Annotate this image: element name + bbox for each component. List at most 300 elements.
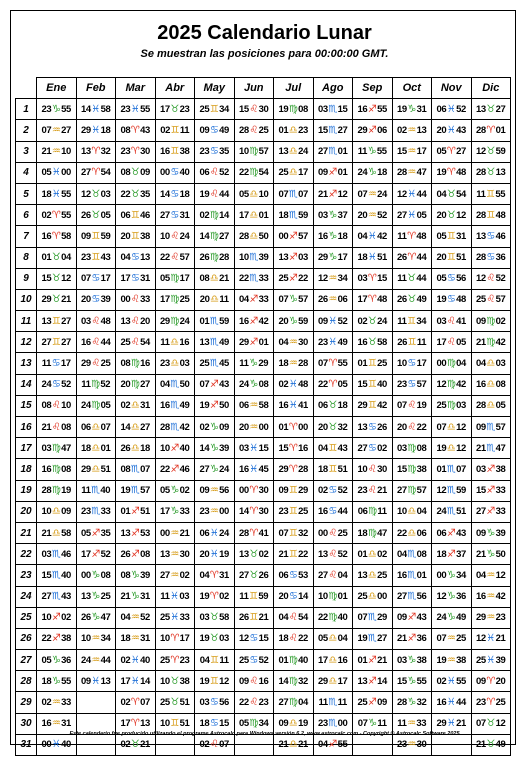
- degree-value: 16: [238, 463, 249, 475]
- minute-value: 39: [219, 442, 230, 454]
- moon-position-cell: [116, 628, 156, 649]
- moon-position-cell: [432, 607, 472, 628]
- degree-value: 02: [41, 209, 52, 221]
- degree-value: 04: [396, 548, 407, 560]
- zodiac-sag-icon: ♐: [288, 230, 298, 242]
- minute-value: 55: [456, 675, 467, 687]
- zodiac-lib-icon: ♎: [249, 188, 259, 200]
- degree-value: 23: [159, 358, 170, 370]
- zodiac-tau-icon: ♉: [130, 739, 140, 751]
- minute-value: 52: [337, 548, 348, 560]
- moon-position-cell: [313, 247, 353, 268]
- zodiac-aqu-icon: ♒: [407, 167, 417, 179]
- zodiac-cap-icon: ♑: [407, 103, 417, 115]
- zodiac-vir-icon: ♍: [367, 527, 377, 539]
- degree-value: 19: [357, 633, 368, 645]
- degree-value: 20: [120, 379, 131, 391]
- zodiac-leo-icon: ♌: [249, 103, 259, 115]
- day-number: 15: [16, 395, 37, 416]
- minute-value: 09: [219, 421, 230, 433]
- zodiac-pis-icon: ♓: [91, 675, 101, 687]
- degree-value: 06: [317, 400, 328, 412]
- minute-value: 08: [100, 569, 111, 581]
- minute-value: 38: [495, 463, 506, 475]
- zodiac-leo-icon: ♌: [328, 548, 338, 560]
- minute-value: 39: [495, 654, 506, 666]
- moon-position-cell: [471, 141, 511, 162]
- zodiac-sco-icon: ♏: [446, 506, 456, 518]
- minute-value: 15: [377, 273, 388, 285]
- moon-position-cell: [353, 480, 393, 501]
- moon-position-cell: [76, 268, 116, 289]
- degree-value: 20: [317, 421, 328, 433]
- minute-value: 59: [495, 146, 506, 158]
- minute-value: 49: [416, 294, 427, 306]
- zodiac-ari-icon: ♈: [486, 124, 496, 136]
- degree-value: 05: [317, 633, 328, 645]
- day-number: 26: [16, 628, 37, 649]
- moon-position-cell: [195, 162, 235, 183]
- moon-position-cell: [155, 395, 195, 416]
- minute-value: 52: [100, 379, 111, 391]
- degree-value: 04: [120, 252, 131, 264]
- moon-position-cell: [155, 501, 195, 522]
- day-number: 17: [16, 438, 37, 459]
- moon-position-cell: [274, 544, 314, 565]
- moon-position-cell: [432, 459, 472, 480]
- zodiac-ari-icon: ♈: [486, 675, 496, 687]
- minute-value: 27: [456, 146, 467, 158]
- moon-position-cell: [234, 289, 274, 310]
- degree-value: 16: [159, 146, 170, 158]
- moon-position-cell: [37, 311, 77, 332]
- degree-value: 07: [278, 527, 289, 539]
- degree-value: 00: [436, 569, 447, 581]
- moon-position-cell: [353, 501, 393, 522]
- zodiac-vir-icon: ♍: [486, 315, 496, 327]
- minute-value: 08: [495, 379, 506, 391]
- zodiac-tau-icon: ♉: [91, 188, 101, 200]
- minute-value: 14: [219, 209, 230, 221]
- degree-value: 26: [80, 612, 91, 624]
- minute-value: 11: [219, 294, 229, 306]
- zodiac-can-icon: ♋: [446, 294, 456, 306]
- zodiac-pis-icon: ♓: [249, 442, 259, 454]
- degree-value: 06: [199, 527, 210, 539]
- minute-value: 40: [298, 654, 309, 666]
- minute-value: 12: [495, 569, 506, 581]
- degree-value: 01: [357, 358, 368, 370]
- zodiac-lib-icon: ♎: [367, 548, 377, 560]
- minute-value: 05: [416, 209, 427, 221]
- moon-position-cell: [392, 374, 432, 395]
- minute-value: 01: [258, 209, 269, 221]
- degree-value: 12: [436, 379, 447, 391]
- moon-position-cell: [392, 417, 432, 438]
- moon-position-cell: [313, 289, 353, 310]
- minute-value: 31: [140, 273, 151, 285]
- moon-position-cell: [392, 311, 432, 332]
- moon-position-cell: [313, 522, 353, 543]
- day-number: 12: [16, 332, 37, 353]
- zodiac-sco-icon: ♏: [446, 485, 456, 497]
- moon-position-cell: [155, 417, 195, 438]
- moon-position-cell: [313, 459, 353, 480]
- minute-value: 40: [377, 379, 388, 391]
- moon-position-cell: [155, 99, 195, 120]
- moon-position-cell: [37, 650, 77, 671]
- degree-value: 06: [436, 527, 447, 539]
- degree-value: 27: [159, 209, 170, 221]
- moon-position-cell: [76, 501, 116, 522]
- moon-position-cell: [432, 268, 472, 289]
- zodiac-sag-icon: ♐: [486, 485, 496, 497]
- zodiac-vir-icon: ♍: [249, 718, 259, 730]
- zodiac-ari-icon: ♈: [407, 252, 417, 264]
- moon-position-cell: [313, 374, 353, 395]
- degree-value: 00: [436, 358, 447, 370]
- moon-position-cell: [116, 205, 156, 226]
- zodiac-ari-icon: ♈: [446, 146, 456, 158]
- moon-position-cell: [432, 522, 472, 543]
- degree-value: 18: [120, 633, 131, 645]
- month-header-row: [16, 78, 511, 99]
- zodiac-aqu-icon: ♒: [486, 612, 496, 624]
- minute-value: 17: [179, 273, 190, 285]
- minute-value: 17: [179, 633, 190, 645]
- moon-position-cell: [274, 501, 314, 522]
- zodiac-ari-icon: ♈: [91, 167, 101, 179]
- day-row: [16, 205, 511, 226]
- degree-value: 02: [120, 654, 131, 666]
- zodiac-aqu-icon: ♒: [288, 336, 298, 348]
- zodiac-pis-icon: ♓: [170, 591, 179, 603]
- moon-position-cell: [392, 226, 432, 247]
- minute-value: 28: [298, 463, 309, 475]
- degree-value: 28: [475, 209, 486, 221]
- zodiac-gem-icon: ♊: [209, 675, 219, 687]
- minute-value: 00: [219, 506, 230, 518]
- degree-value: 05: [436, 273, 447, 285]
- minute-value: 50: [219, 400, 230, 412]
- minute-value: 29: [298, 485, 309, 497]
- minute-value: 11: [179, 124, 190, 136]
- moon-position-cell: [116, 565, 156, 586]
- degree-value: 24: [80, 654, 91, 666]
- zodiac-gem-icon: ♊: [209, 103, 219, 115]
- moon-position-cell: [432, 247, 472, 268]
- zodiac-gem-icon: ♊: [288, 548, 298, 560]
- moon-position-cell: [392, 607, 432, 628]
- degree-value: 10: [41, 612, 52, 624]
- zodiac-vir-icon: ♍: [91, 400, 101, 412]
- zodiac-cap-icon: ♑: [91, 591, 101, 603]
- day-number: 16: [16, 417, 37, 438]
- day-row: [16, 480, 511, 501]
- moon-position-cell: [313, 99, 353, 120]
- minute-value: 27: [495, 103, 506, 115]
- minute-value: 39: [140, 569, 151, 581]
- minute-value: 13: [495, 167, 506, 179]
- minute-value: 32: [100, 146, 111, 158]
- zodiac-tau-icon: ♉: [249, 569, 259, 581]
- moon-position-cell: [471, 459, 511, 480]
- zodiac-ari-icon: ♈: [130, 718, 140, 730]
- zodiac-lib-icon: ♎: [367, 569, 377, 581]
- day-row: [16, 607, 511, 628]
- zodiac-sco-icon: ♏: [130, 463, 140, 475]
- zodiac-cap-icon: ♑: [368, 718, 377, 730]
- minute-value: 57: [495, 421, 506, 433]
- degree-value: 18: [41, 188, 52, 200]
- moon-position-cell: [76, 417, 116, 438]
- moon-position-cell: [37, 332, 77, 353]
- moon-position-cell: [195, 417, 235, 438]
- zodiac-leo-icon: ♌: [209, 167, 219, 179]
- minute-value: 54: [258, 167, 269, 179]
- minute-value: 08: [258, 379, 269, 391]
- minute-value: 25: [258, 124, 269, 136]
- zodiac-leo-icon: ♌: [328, 569, 338, 581]
- zodiac-vir-icon: ♍: [170, 273, 180, 285]
- moon-position-cell: [234, 544, 274, 565]
- zodiac-sag-icon: ♐: [446, 548, 456, 560]
- degree-value: 18: [436, 548, 447, 560]
- moon-position-cell: [353, 650, 393, 671]
- degree-value: 23: [317, 718, 328, 730]
- degree-value: 09: [278, 485, 289, 497]
- moon-position-cell: [274, 671, 314, 692]
- zodiac-sco-icon: ♏: [367, 612, 377, 624]
- zodiac-leo-icon: ♌: [51, 400, 61, 412]
- zodiac-ari-icon: ♈: [288, 421, 298, 433]
- minute-value: 13: [100, 675, 111, 687]
- zodiac-can-icon: ♋: [130, 252, 140, 264]
- degree-value: 25: [199, 358, 210, 370]
- moon-position-cell: [37, 417, 77, 438]
- minute-value: 31: [140, 400, 151, 412]
- moon-position-cell: [195, 332, 235, 353]
- minute-value: 01: [495, 124, 506, 136]
- minute-value: 55: [61, 675, 72, 687]
- moon-position-cell: [195, 692, 235, 713]
- degree-value: 08: [41, 400, 52, 412]
- zodiac-pis-icon: ♓: [328, 315, 338, 327]
- zodiac-aqu-icon: ♒: [130, 612, 140, 624]
- degree-value: 25: [278, 273, 289, 285]
- zodiac-pis-icon: ♓: [170, 612, 180, 624]
- zodiac-cap-icon: ♑: [328, 230, 338, 242]
- moon-position-cell: [195, 374, 235, 395]
- degree-value: 10: [80, 633, 91, 645]
- moon-position-cell: [234, 162, 274, 183]
- zodiac-aqu-icon: ♒: [209, 506, 219, 518]
- degree-value: 20: [80, 294, 91, 306]
- zodiac-cap-icon: ♑: [51, 675, 61, 687]
- moon-position-cell: [155, 565, 195, 586]
- degree-value: 23: [396, 739, 407, 751]
- minute-value: 58: [258, 400, 269, 412]
- minute-value: 59: [298, 315, 309, 327]
- minute-value: 03: [298, 252, 309, 264]
- zodiac-pis-icon: ♓: [288, 379, 298, 391]
- zodiac-ari-icon: ♈: [328, 379, 338, 391]
- minute-value: 22: [298, 633, 309, 645]
- degree-value: 07: [317, 358, 328, 370]
- minute-value: 51: [377, 252, 388, 264]
- zodiac-leo-icon: ♌: [407, 421, 417, 433]
- minute-value: 23: [298, 124, 309, 136]
- month-header: May: [195, 78, 235, 99]
- zodiac-lib-icon: ♎: [288, 739, 298, 751]
- minute-value: 54: [298, 612, 309, 624]
- zodiac-tau-icon: ♉: [51, 273, 61, 285]
- month-header: Jul: [274, 78, 314, 99]
- minute-value: 57: [179, 252, 190, 264]
- minute-value: 58: [100, 103, 111, 115]
- zodiac-pis-icon: ♓: [209, 527, 219, 539]
- degree-value: 17: [120, 273, 131, 285]
- zodiac-pis-icon: ♓: [446, 124, 456, 136]
- degree-value: 25: [120, 336, 131, 348]
- zodiac-lib-icon: ♎: [130, 421, 140, 433]
- degree-value: 24: [436, 612, 447, 624]
- moon-position-cell: [37, 544, 77, 565]
- zodiac-ari-icon: ♈: [130, 697, 140, 709]
- zodiac-aqu-icon: ♒: [367, 188, 377, 200]
- degree-value: 02: [120, 739, 131, 751]
- zodiac-can-icon: ♋: [249, 654, 259, 666]
- moon-position-cell: [195, 289, 235, 310]
- degree-value: 06: [80, 421, 91, 433]
- minute-value: 48: [456, 294, 467, 306]
- zodiac-can-icon: ♋: [170, 209, 180, 221]
- minute-value: 58: [377, 336, 388, 348]
- zodiac-sco-icon: ♏: [91, 485, 100, 497]
- degree-value: 15: [41, 273, 52, 285]
- moon-position-cell: [116, 522, 156, 543]
- zodiac-cap-icon: ♑: [91, 569, 101, 581]
- degree-value: 07: [436, 421, 447, 433]
- minute-value: 40: [100, 485, 111, 497]
- degree-value: 25: [238, 654, 249, 666]
- day-number: 30: [16, 713, 37, 734]
- moon-position-cell: [76, 395, 116, 416]
- degree-value: 29: [357, 124, 368, 136]
- zodiac-sag-icon: ♐: [249, 336, 259, 348]
- minute-value: 19: [416, 400, 427, 412]
- zodiac-aqu-icon: ♒: [486, 591, 496, 603]
- degree-value: 09: [475, 315, 486, 327]
- minute-value: 08: [140, 548, 151, 560]
- minute-value: 33: [495, 506, 506, 518]
- minute-value: 33: [258, 294, 269, 306]
- day-number: 25: [16, 607, 37, 628]
- moon-position-cell: [76, 311, 116, 332]
- minute-value: 15: [337, 103, 348, 115]
- zodiac-aqu-icon: ♒: [367, 209, 377, 221]
- moon-position-cell: [116, 289, 156, 310]
- moon-position-cell: [471, 501, 511, 522]
- minute-value: 42: [456, 379, 467, 391]
- zodiac-sco-icon: ♏: [407, 548, 417, 560]
- zodiac-pis-icon: ♓: [328, 336, 338, 348]
- degree-value: 09: [199, 124, 210, 136]
- zodiac-sag-icon: ♐: [328, 188, 338, 200]
- degree-value: 13: [159, 548, 170, 560]
- moon-position-cell: [471, 586, 511, 607]
- zodiac-leo-icon: ♌: [170, 252, 180, 264]
- moon-position-cell: [274, 332, 314, 353]
- moon-position-cell: [76, 120, 116, 141]
- degree-value: 21: [41, 527, 52, 539]
- degree-value: 24: [238, 379, 249, 391]
- moon-position-cell: [76, 607, 116, 628]
- day-number: 1: [16, 99, 37, 120]
- minute-value: 52: [495, 273, 506, 285]
- zodiac-lib-icon: ♎: [91, 463, 101, 475]
- minute-value: 12: [61, 273, 72, 285]
- degree-value: 23: [396, 379, 407, 391]
- moon-position-cell: [234, 628, 274, 649]
- minute-value: 04: [337, 569, 348, 581]
- degree-value: 10: [159, 675, 170, 687]
- zodiac-lib-icon: ♎: [407, 506, 417, 518]
- minute-value: 57: [258, 146, 269, 158]
- moon-position-cell: [471, 332, 511, 353]
- minute-value: 05: [100, 400, 111, 412]
- moon-position-cell: [234, 650, 274, 671]
- degree-value: 18: [199, 718, 210, 730]
- zodiac-tau-icon: ♉: [209, 633, 219, 645]
- moon-position-cell: [392, 650, 432, 671]
- moon-position-cell: [195, 353, 235, 374]
- degree-value: 10: [238, 146, 249, 158]
- minute-value: 59: [456, 485, 467, 497]
- moon-position-cell: [313, 162, 353, 183]
- zodiac-can-icon: ♋: [288, 591, 298, 603]
- degree-value: 09: [475, 675, 486, 687]
- minute-value: 52: [258, 654, 269, 666]
- zodiac-ari-icon: ♈: [288, 442, 298, 454]
- zodiac-ari-icon: ♈: [51, 209, 61, 221]
- minute-value: 12: [219, 675, 230, 687]
- zodiac-vir-icon: ♍: [209, 230, 219, 242]
- moon-position-cell: [76, 183, 116, 204]
- minute-value: 09: [61, 506, 72, 518]
- minute-value: 47: [61, 442, 72, 454]
- degree-value: 24: [41, 379, 52, 391]
- zodiac-vir-icon: ♍: [407, 442, 417, 454]
- zodiac-vir-icon: ♍: [328, 612, 338, 624]
- day-row: [16, 99, 511, 120]
- zodiac-ari-icon: ♈: [367, 273, 377, 285]
- day-row: [16, 692, 511, 713]
- minute-value: 18: [100, 124, 111, 136]
- moon-position-cell: [274, 120, 314, 141]
- moon-position-cell: [116, 501, 156, 522]
- degree-value: 07: [278, 294, 289, 306]
- zodiac-pis-icon: ♓: [446, 675, 456, 687]
- zodiac-aqu-icon: ♒: [130, 633, 140, 645]
- minute-value: 58: [219, 612, 230, 624]
- zodiac-cap-icon: ♑: [51, 654, 61, 666]
- degree-value: 22: [238, 697, 249, 709]
- degree-value: 01: [357, 654, 368, 666]
- moon-position-cell: [392, 120, 432, 141]
- moon-position-cell: [116, 268, 156, 289]
- day-number: 24: [16, 586, 37, 607]
